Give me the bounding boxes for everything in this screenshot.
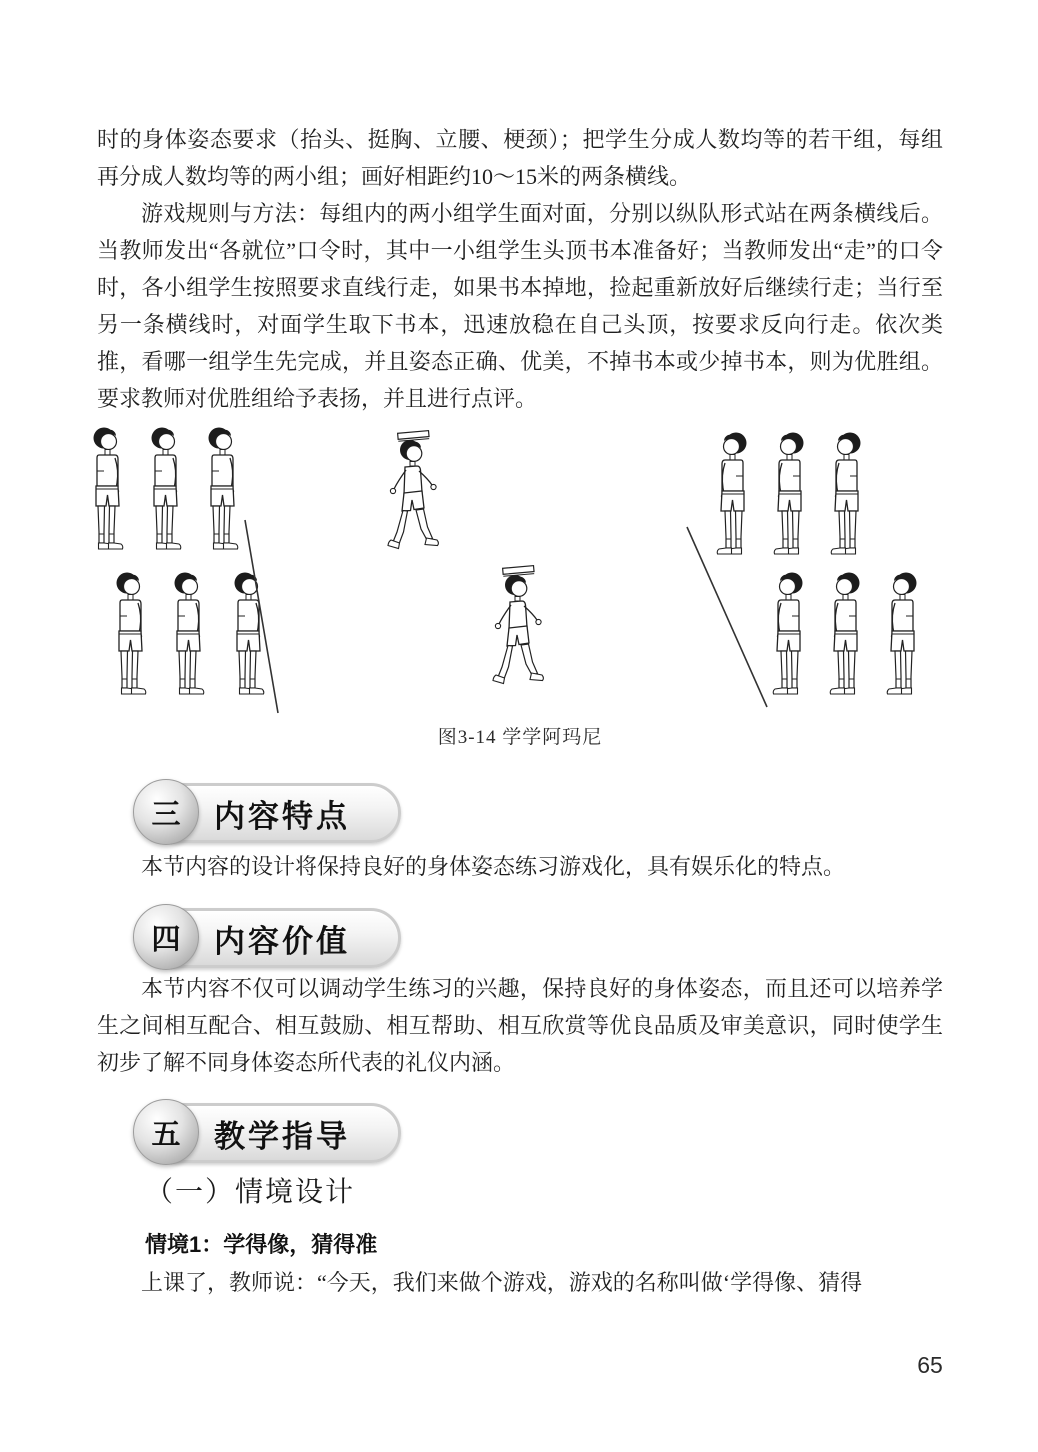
standing-student-figure <box>209 428 238 550</box>
section-numeral: 四 <box>151 923 181 956</box>
standing-student-figure <box>94 428 123 550</box>
standing-student-figure <box>235 573 264 695</box>
standing-student-figure <box>175 573 204 695</box>
section-numeral: 三 <box>151 798 181 831</box>
paragraph-content-value: 本节内容不仅可以调动学生练习的兴趣，保持良好的身体姿态，而且还可以培养学生之间相互配合、相互鼓励、相互帮助、相互欣赏等优良品质及审美意识，同时使学生初步了解不同身体姿态所代表的礼仪内涵。 <box>97 976 943 1075</box>
paragraph-content-features: 本节内容的设计将保持良好的身体姿态练习游戏化，具有娱乐化的特点。 <box>141 854 846 879</box>
section-header-content-value <box>133 904 423 968</box>
standing-student-figure <box>717 433 746 555</box>
section-title: 教学指导 <box>214 1118 350 1154</box>
figure-3-14-illustration <box>0 415 1038 725</box>
section-number-badge <box>133 904 199 970</box>
left-student-group <box>94 428 264 695</box>
section-header-teaching-guidance <box>133 1099 423 1163</box>
paragraph-game-rules: 游戏规则与方法：每组内的两小组学生面对面，分别以纵队形式站在两条横线后。当教师发出“各就位”口令时，其中一小组学生头顶书本准备好；当教师发出“走”的口令时，各小组学生按照要求直线行走，如果书本掉地，捡起重新放好后继续行走；当行至另一条横线时，对面学生取下书本，迅速放稳在自己头顶，按要求反向行走。依次类推，看哪一组学生先完成，并且姿态正确、优美，不掉书本或少掉书本，则为优胜组。要求教师对优胜组给予表扬，并且进行点评。 <box>97 201 943 411</box>
paragraph-scenario-1-body: 上课了，教师说：“今天，我们来做个游戏，游戏的名称叫做‘学得像、猜得 <box>141 1270 863 1295</box>
walking-student-group <box>388 431 543 684</box>
standing-student-figure <box>830 573 859 695</box>
standing-student-figure <box>117 573 146 695</box>
section-title: 内容特点 <box>214 798 350 834</box>
section-title: 内容价值 <box>214 923 350 959</box>
standing-student-figure <box>887 573 916 695</box>
standing-student-figure <box>774 433 803 555</box>
page-number: 65 <box>917 1352 943 1378</box>
right-student-group <box>717 433 916 695</box>
section-number-badge <box>133 779 199 845</box>
subsection-title-scenario-design: （一）情境设计 <box>145 1177 356 1208</box>
standing-student-figure <box>152 428 181 550</box>
section-numeral: 五 <box>151 1118 181 1151</box>
scenario-1-title: 情境1：学得像，猜得准 <box>145 1232 378 1257</box>
standing-student-figure <box>773 573 802 695</box>
figure-caption: 图3-14 学学阿玛尼 <box>437 727 603 748</box>
walking-student-with-book-figure <box>388 431 438 549</box>
paragraph-posture-requirements: 时的身体姿态要求（抬头、挺胸、立腰、梗颈）；把学生分成人数均等的若干组，每组再分成人数均等的两小组；画好相距约10～15米的两条横线。 <box>97 127 943 189</box>
section-number-badge <box>133 1099 199 1165</box>
standing-student-figure <box>831 433 860 555</box>
walking-student-with-book-figure <box>493 566 543 684</box>
section-header-content-features <box>133 779 423 843</box>
